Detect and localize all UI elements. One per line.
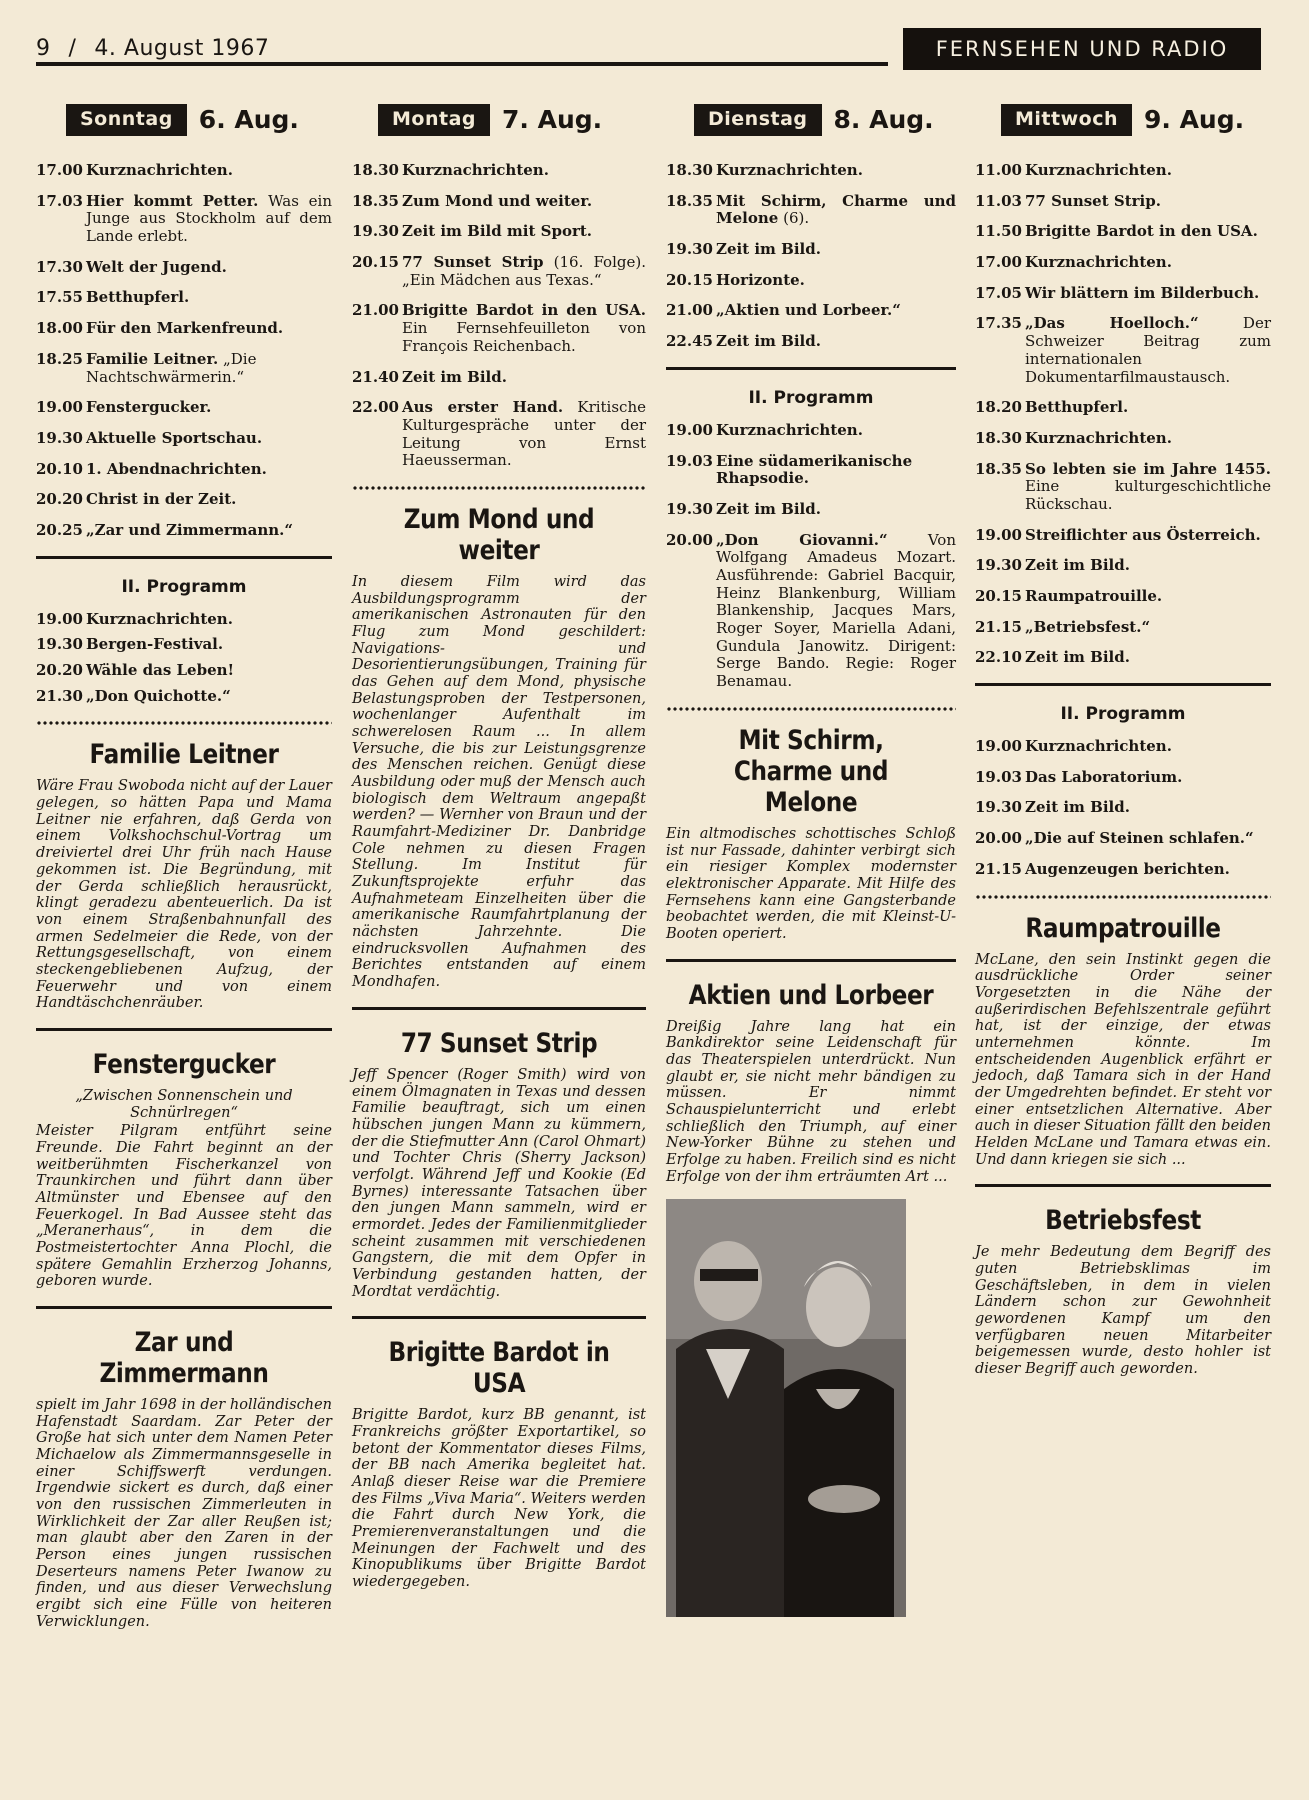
schedule-entry: 18.00 Für den Markenfreund.: [36, 319, 284, 338]
schedule-entry: 17.05 Wir blättern im Bilderbuch.: [975, 283, 1260, 302]
article-subtitle: „Zwischen Sonnenschein und Schnürlregen“: [75, 1087, 293, 1121]
schedule-entry: 19.00 Streiflichter aus Österreich.: [975, 525, 1261, 544]
schedule-entry: 19.30 Aktuelle Sportschau.: [36, 428, 263, 447]
divider: [352, 1316, 646, 1319]
article-body: Wäre Frau Swoboda nicht auf der Lauer gelegen, so hätten Papa und Mama Leitner nie erfahren, daß Gerda von einem Volkshochschul-Vortrag um dreiviertel drei Uhr früh nach Hause gekommen ist. Die Begründung, mit der Gerda schließlich herausrückt, klingt geradezu abenteuerlich. Da ist von einem Straßenbahnunfall des armen Sedelmeier die Rede, von der Rettungsgesellschaft, von einem steckengebliebenen Aufzug, der Feuerwehr und von einem Handtäschchenräuber.: [36, 778, 332, 1012]
article-title: Zum Mond und weiter: [403, 503, 595, 566]
divider: [975, 683, 1271, 686]
photo-film-still: [666, 1199, 906, 1617]
schedule-entry: 20.15 Horizonte.: [666, 270, 805, 289]
schedule-entry: 17.55 Betthupferl.: [36, 288, 190, 307]
day-date: 9. Aug.: [1143, 105, 1245, 135]
article-body: Ein altmodisches schottisches Schloß ist nur Fassade, dahinter verbirgt sich ein riesiger Komplex modernster elektronischer Apparate. Mit Hilfe des Fernsehens kann eine Gangsterbande beobachtet werden, die mit Kleinst-U-Booten operiert.: [666, 825, 956, 942]
schedule-entry: 19.30 Zeit im Bild.: [666, 240, 821, 259]
schedule-entry: 18.25 Familie Leitner. „Die Nachtschwärmerin.“: [36, 349, 257, 386]
schedule-entry: 19.03 Das Laboratorium.: [975, 767, 1183, 786]
schedule-entry: 11.03 77 Sunset Strip.: [975, 191, 1161, 210]
schedule-entry: 20.20 Christ in der Zeit.: [36, 490, 237, 509]
article-title: Brigitte Bardot in USA: [388, 1337, 610, 1400]
divider: [36, 556, 332, 559]
program2-list: [666, 422, 956, 691]
article-title: Zar und Zimmermann: [99, 1326, 269, 1390]
article-body: Jeff Spencer (Roger Smith) wird von einem Ölmagnaten in Texas und dessen Familie beauftragt, sich um einen hübschen jungen Mann zu kümmern, der die Stiefmutter Ann (Carol Ohmart) und Tochter Chris (Sherry Jackson) verfolgt. Während Jeff und Kookie (Ed Byrnes) interessante Tatsachen über den jungen Mann sammeln, wird er ermordet. Jedes der Familienmitglieder scheint zusammen mit verschiedenen Gangstern, die mit dem Opfer in Verbindung gestanden hatten, der Mordtat verdächtig.: [352, 1066, 646, 1300]
day-header-mittwoch: [1001, 100, 1271, 140]
photo-illustration: [666, 1199, 906, 1617]
schedule-entry: 22.00 Aus erster Hand. Kritische Kulturgespräche unter der Leitung von Ernst Haeusserman.: [352, 398, 646, 470]
program2-heading: II. Programm: [1060, 704, 1186, 725]
schedule-entry: 19.30 Zeit im Bild mit Sport.: [352, 222, 593, 241]
program2-list: [36, 611, 332, 706]
article-body: Brigitte Bardot, kurz BB genannt, ist Frankreichs größter Exportartikel, so betont der Kommentator dieses Films, der BB nach Amerika begleitet hat. Anlaß dieser Reise war die Premiere des Films „Viva Maria“. Weiters werden die Fahrt durch New York, die Premierenveranstaltungen und die Meinungen der Fachwelt und des Kinopublikums über Brigitte Bardot wiedergegeben.: [352, 1407, 646, 1591]
schedule-entry: 19.00 Kurznachrichten.: [36, 609, 233, 628]
schedule-entry: 17.35 „Das Hoelloch.“ Der Schweizer Beitrag zum internationalen Dokumentarfilmaustausch.: [975, 314, 1271, 386]
article-title: 77 Sunset Strip: [400, 1027, 598, 1059]
column-dienstag: [666, 100, 956, 1617]
schedule-entry: 18.35 Zum Mond und weiter.: [352, 191, 593, 210]
schedule-list: [666, 162, 956, 351]
dotted-divider: [352, 486, 646, 490]
divider: [666, 959, 956, 962]
divider: [36, 1306, 332, 1309]
schedule-entry: 18.30 Kurznachrichten.: [666, 161, 863, 179]
schedule-entry: 20.15 Raumpatrouille.: [975, 587, 1163, 605]
article-body: In diesem Film wird das Ausbildungsprogramm der amerikanischen Astronauten für den Flug zum Mond geschildert: Navigations- und Desorientierungsübungen, Training für das Gehen auf dem Mond, physische Belastungsproben der Testpersonen, wochenlanger Aufenthalt im schwerelosen Raum ... In allem Versuche, die bis zur Leistungsgrenze des Menschen reichen. Genügt diese Ausbildung oder muß der Mensch auch biologisch dem Weltraum angepaßt werden? — Wernher von Braun und der Raumfahrt-Mediziner Dr. Danbridge Cole nehmen zu diesen Fragen Stellung. Im Institut für Zukunftsprojekte erfuhr das Aufnahmeteam Einzelheiten über die amerikanische Raumfahrtplanung der nächsten Jahrzehnte. Die eindrucksvollen Aufnahmen des Berichtes entstanden auf einem Mondhafen.: [352, 574, 646, 991]
divider: [352, 1007, 646, 1010]
schedule-entry: 20.15 77 Sunset Strip (16. Folge). „Ein Mädchen aus Texas.“: [352, 253, 646, 289]
schedule-entry: 22.45 Zeit im Bild.: [666, 332, 821, 351]
day-date: 8. Aug.: [833, 105, 934, 135]
schedule-entry: 19.30 Bergen-Festival.: [36, 635, 224, 654]
schedule-entry: 20.25 „Zar und Zimmermann.“: [36, 520, 294, 539]
article-body: Je mehr Bedeutung dem Begriff des guten Betriebsklimas im Geschäftsleben, in dem in vielen Ländern schon zur Gewohnheit gewordenen Kampf um den verfügbaren neuen Mitarbeiter beigemessen wurde, desto hohler ist dieser Begriff auch geworden.: [975, 1244, 1271, 1378]
divider: [975, 1184, 1271, 1187]
schedule-entry: 19.00 Kurznachrichten.: [666, 420, 863, 439]
day-name: Mittwoch: [1001, 104, 1132, 135]
schedule-list: [352, 162, 646, 470]
schedule-entry: 21.30 „Don Quichotte.“: [36, 686, 231, 705]
program2-list: [975, 738, 1271, 878]
section-title: FERNSEHEN UND RADIO: [903, 28, 1261, 70]
schedule-entry: 11.50 Brigitte Bardot in den USA.: [975, 222, 1258, 241]
day-name: Sonntag: [66, 104, 187, 135]
separator: /: [68, 36, 77, 61]
schedule-entry: 18.35 So lebten sie im Jahre 1455. Eine kulturgeschichtliche Rückschau.: [975, 459, 1271, 513]
article-title: Fenstergucker: [92, 1048, 276, 1080]
day-date: 6. Aug.: [198, 105, 299, 135]
issue-date: 4. August 1967: [94, 36, 270, 61]
schedule-entry: 19.03 Eine südamerikanische Rhapsodie.: [666, 451, 913, 488]
article-body: Dreißig Jahre lang hat ein Bankdirektor seine Leidenschaft für das Theaterspielen unterdrückt. Nun glaubt er, sie nicht mehr bändigen zu müssen. Er nimmt Schauspielunterricht und erlebt schließlich den Triumph, auf einer New-Yorker Bühne zu stehen und Erfolge zu haben. Freilich sind es nicht Erfolge von der ihm erträumten Art ...: [666, 1018, 956, 1185]
masthead-left: [36, 36, 287, 61]
schedule-entry: 19.00 Fenstergucker.: [36, 398, 212, 417]
article-body: McLane, den sein Instinkt gegen die ausdrückliche Order seiner Vorgesetzten in die Nähe der außerirdischen Befehlszentrale geführt hat, ist der einzige, der etwas unternehmen könnte. Im entscheidenden Augenblick erfährt er jedoch, daß Tamara sich in der Hand der Umgedrehten befindet. Er steht vor einer entsetzlichen Alternative. Aber auch in dieser Situation fällt den beiden Helden McLane und Tamara etwas ein. Und dann kriegen sie sich ...: [975, 951, 1271, 1168]
schedule-entry: 21.15 „Betriebsfest.“: [975, 617, 1151, 636]
article-title: Betriebsfest: [1045, 1205, 1201, 1237]
article-title: Mit Schirm, Charme und Melone: [733, 724, 889, 818]
schedule-entry: 20.20 Wähle das Leben!: [36, 661, 235, 680]
program2-heading: II. Programm: [748, 387, 874, 408]
schedule-entry: 21.00 „Aktien und Lorbeer.“: [666, 301, 901, 320]
schedule-entry: 17.00 Kurznachrichten.: [36, 161, 233, 179]
column-montag: [352, 100, 646, 1591]
column-sonntag: [36, 100, 332, 1630]
schedule-entry: 19.30 Zeit im Bild.: [975, 798, 1130, 817]
day-name: Dienstag: [694, 104, 822, 135]
article-title: Raumpatrouille: [1025, 912, 1221, 944]
day-header-montag: [378, 100, 646, 140]
day-name: Montag: [378, 104, 490, 135]
header-rule: [36, 62, 888, 66]
schedule-entry: 17.30 Welt der Jugend.: [36, 257, 227, 276]
schedule-entry: 18.20 Betthupferl.: [975, 398, 1129, 417]
schedule-list: [36, 162, 332, 540]
program2-heading: II. Programm: [121, 576, 247, 597]
schedule-entry: 21.40 Zeit im Bild.: [352, 367, 507, 386]
divider: [36, 1028, 332, 1031]
article-body: Meister Pilgram entführt seine Freunde. Die Fahrt beginnt an der weitberühmten Fischerkanzel von Traunkirchen und führt dann über Altmünster und Ebensee auf den Feuerkogel. In Bad Aussee steht das „Meranerhaus“, in dem die Postmeistertochter Anna Plochl, die spätere Gemahlin Erzherzog Johanns, geboren wurde.: [36, 1123, 332, 1290]
schedule-entry: 17.00 Kurznachrichten.: [975, 253, 1172, 272]
dotted-divider: [666, 707, 956, 711]
dotted-divider: [975, 895, 1271, 899]
schedule-entry: 19.30 Zeit im Bild.: [666, 499, 821, 518]
page-number: 9: [36, 36, 51, 61]
schedule-entry: 18.35 Mit Schirm, Charme und Melone (6).: [666, 191, 956, 228]
schedule-entry: 11.00 Kurznachrichten.: [975, 161, 1172, 179]
divider: [666, 367, 956, 370]
article-title: Aktien und Lorbeer: [688, 979, 934, 1011]
schedule-entry: 19.00 Kurznachrichten.: [975, 737, 1172, 756]
schedule-entry: 20.00 „Die auf Steinen schlafen.“: [975, 829, 1254, 848]
schedule-entry: 17.03 Hier kommt Petter. Was ein Junge aus Stockholm auf dem Lande erlebt.: [36, 191, 333, 246]
schedule-entry: 21.15 Augenzeugen berichten.: [975, 859, 1230, 878]
day-header-dienstag: [694, 100, 956, 140]
schedule-list: [975, 162, 1271, 667]
day-date: 7. Aug.: [502, 105, 603, 135]
dotted-divider: [36, 721, 332, 725]
schedule-entry: 18.30 Kurznachrichten.: [975, 428, 1172, 447]
schedule-entry: 19.30 Zeit im Bild.: [975, 556, 1130, 575]
schedule-entry: 20.10 1. Abendnachrichten.: [36, 459, 267, 478]
schedule-entry: 21.00 Brigitte Bardot in den USA. Ein Fernsehfeuilleton von François Reichenbach.: [352, 301, 646, 355]
article-title: Familie Leitner: [89, 739, 279, 771]
day-header-sonntag: [66, 100, 332, 140]
schedule-entry: 20.00 „Don Giovanni.“ Von Wolfgang Amadeus Mozart. Ausführende: Gabriel Bacquir, Heinz Blankenburg, William Blankenship, Jacques Mars, Roger Soyer, Mariella Adani, Gundula Janowitz. Dirigent: Serge Bando. Regie: Roger Benamau.: [666, 530, 956, 691]
column-mittwoch: [975, 100, 1271, 1378]
schedule-entry: 22.10 Zeit im Bild.: [975, 648, 1130, 667]
schedule-entry: 18.30 Kurznachrichten.: [352, 161, 549, 179]
article-body: spielt im Jahr 1698 in der holländischen Hafenstadt Saardam. Zar Peter der Große hat sich unter dem Namen Peter Michaelow als Zimmermannsgeselle in einer Schiffswerft verdungen. Irgendwie sickert es durch, daß einer von den russischen Zimmerleuten in Wirklichkeit der Zar aller Reußen ist; man glaubt aber den Zaren in der Person eines jungen russischen Deserteurs namens Peter Iwanow zu finden, und aus dieser Verwechslung ergibt sich eine Fülle von heiteren Verwicklungen.: [36, 1397, 332, 1630]
